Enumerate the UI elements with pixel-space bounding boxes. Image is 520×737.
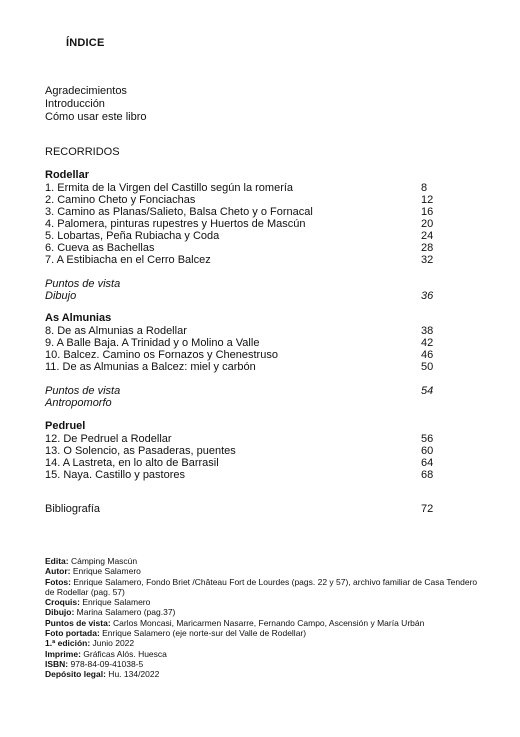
toc-entry-title: 6. Cueva as Bachellas <box>45 242 155 254</box>
page-title: ÍNDICE <box>66 37 105 49</box>
credit-line <box>45 577 485 598</box>
front-matter-list <box>45 85 147 124</box>
credit-line <box>45 566 485 576</box>
toc-entry-title: Dibujo <box>45 290 77 302</box>
toc-entry <box>45 290 437 302</box>
toc-entry-page: 12 <box>421 194 434 206</box>
toc-entry-page: 20 <box>421 218 434 230</box>
toc-entry-page: 68 <box>421 469 434 481</box>
credit-line <box>45 597 485 607</box>
toc-entry-title: 2. Camino Cheto y Fonciachas <box>45 194 196 206</box>
section-rodellar <box>45 169 437 302</box>
toc-entry <box>45 230 437 242</box>
front-matter-item: Introducción <box>45 98 105 110</box>
recorridos-heading: RECORRIDOS <box>45 146 120 158</box>
toc-entry-page: 42 <box>421 337 434 349</box>
toc-entry <box>45 445 437 457</box>
toc-entry-page: 28 <box>421 242 434 254</box>
front-matter-item: Agradecimientos <box>45 85 127 97</box>
toc-entry-page: 16 <box>421 206 434 218</box>
section-heading: Rodellar <box>45 169 90 181</box>
credit-label: Fotos: <box>45 576 71 587</box>
toc-entry-page: 46 <box>421 349 434 361</box>
toc-entry-page: 72 <box>421 503 434 515</box>
toc-entry-title: 11. De as Almunias a Balcez: miel y carbón <box>45 361 256 373</box>
toc-entry-title: 13. O Solencio, as Pasaderas, puentes <box>45 445 236 457</box>
toc-entry <box>45 242 437 254</box>
credit-value: Enrique Salamero, Fondo Briet /Château Fort de Lourdes (pags. 22 y 57), archivo familiar de Casa Tendero de Rodellar (pag. 57) <box>45 576 478 597</box>
toc-entry <box>45 254 437 266</box>
section-pedruel <box>45 420 437 481</box>
credit-value: Marina Salamero (pag.37) <box>74 607 176 618</box>
toc-entry <box>45 349 437 361</box>
credit-label: Imprime: <box>45 648 81 659</box>
credit-value: Enrique Salamero <box>70 566 141 577</box>
toc-entry <box>45 337 437 349</box>
credit-line <box>45 618 485 628</box>
toc-entry-title: 3. Camino as Planas/Salieto, Balsa Cheto y o Fornacal <box>45 206 313 218</box>
toc-entry-title: Antropomorfo <box>45 397 112 409</box>
credit-label: Autor: <box>45 566 71 577</box>
credit-label: Edita: <box>45 556 69 566</box>
toc-entry-page: 64 <box>421 457 434 469</box>
credit-label: Depósito legal: <box>45 669 106 680</box>
puntos-de-vista-label: Puntos de vista <box>45 385 121 397</box>
credit-value: Gráficas Alós. Huesca <box>80 648 167 659</box>
toc-entry-page: 32 <box>421 254 434 266</box>
toc-entry <box>45 194 437 206</box>
credit-line <box>45 638 485 648</box>
section-heading: As Almunias <box>45 312 112 324</box>
credit-label: ISBN: <box>45 658 69 669</box>
section-heading: Pedruel <box>45 420 86 432</box>
toc-entry <box>45 433 437 445</box>
credit-line <box>45 556 485 566</box>
credit-value: Carlos Moncasi, Maricarmen Nasarre, Fernando Campo, Ascensión y María Urbán <box>110 617 425 628</box>
credit-label: Foto portada: <box>45 628 100 639</box>
credit-value: Junio 2022 <box>90 638 135 649</box>
bibliografia-entry <box>45 503 437 515</box>
credit-line <box>45 659 485 669</box>
toc-entry-page: 36 <box>421 290 434 302</box>
toc-entry-page: 38 <box>421 325 434 337</box>
credits-block <box>45 556 485 680</box>
toc-entry-title: 10. Balcez. Camino os Fornazos y Chenestruso <box>45 349 278 361</box>
toc-entry <box>45 182 437 194</box>
toc-entry <box>45 325 437 337</box>
toc-entry-title: Bibliografía <box>45 503 101 515</box>
toc-entry <box>45 206 437 218</box>
credit-line <box>45 628 485 638</box>
toc-entry <box>45 457 437 469</box>
section-as-almunias <box>45 312 437 409</box>
toc-entry-title: 5. Lobartas, Peña Rubiacha y Coda <box>45 230 220 242</box>
credit-line <box>45 607 485 617</box>
toc-entry-page: 56 <box>421 433 434 445</box>
credit-label: Puntos de vista: <box>45 617 111 628</box>
toc-entry-page: 8 <box>421 182 428 194</box>
toc-entry <box>45 385 437 397</box>
puntos-de-vista-label: Puntos de vista <box>45 278 121 290</box>
credit-label: Croquis: <box>45 597 80 608</box>
credit-value: 978-84-09-41038-5 <box>68 658 144 669</box>
credit-label: 1.ª edición: <box>45 638 91 649</box>
toc-entry-title: 1. Ermita de la Virgen del Castillo según la romería <box>45 182 294 194</box>
toc-entry <box>45 361 437 373</box>
toc-entry-title: 4. Palomera, pinturas rupestres y Huertos de Mascún <box>45 218 306 230</box>
toc-entry-title: 8. De as Almunias a Rodellar <box>45 325 187 337</box>
toc-entry-title: 7. A Estibiacha en el Cerro Balcez <box>45 254 211 266</box>
toc-entry-title: 9. A Balle Baja. A Trinidad y o Molino a Valle <box>45 337 260 349</box>
toc-entry-title: 12. De Pedruel a Rodellar <box>45 433 172 445</box>
credit-value: Cámping Mascún <box>68 556 138 566</box>
credit-value: Hu. 134/2022 <box>105 669 160 680</box>
toc-entry-page: 54 <box>421 385 434 397</box>
toc-entry <box>45 218 437 230</box>
toc-entry-page: 50 <box>421 361 434 373</box>
credit-line <box>45 669 485 679</box>
credit-label: Dibujo: <box>45 607 75 618</box>
credit-value: Enrique Salamero <box>79 597 151 608</box>
toc-entry-title: 15. Naya. Castillo y pastores <box>45 469 186 481</box>
toc-entry-title: 14. A Lastreta, en lo alto de Barrasil <box>45 457 219 469</box>
toc-entry-page: 60 <box>421 445 434 457</box>
front-matter-item: Cómo usar este libro <box>45 111 147 123</box>
credit-line <box>45 649 485 659</box>
toc-entry <box>45 469 437 481</box>
credit-value: Enrique Salamero (eje norte-sur del Valle de Rodellar) <box>99 628 307 639</box>
toc-entry-page: 24 <box>421 230 434 242</box>
